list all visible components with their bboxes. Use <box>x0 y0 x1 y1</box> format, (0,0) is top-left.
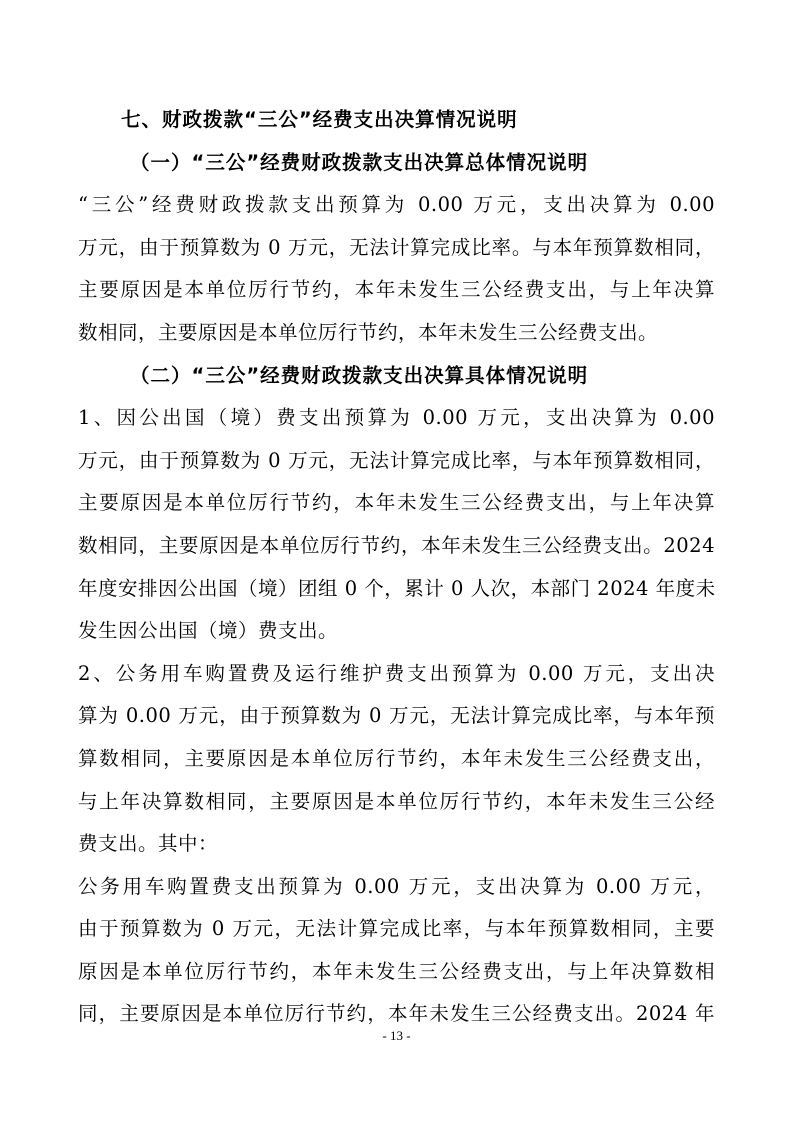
paragraph-line: 算为 0.00 万元，由于预算数为 0 万元，无法计算完成比率，与本年预 <box>78 704 715 728</box>
paragraph-line: 1、因公出国（境）费支出预算为 0.00 万元，支出决算为 0.00 <box>78 406 715 430</box>
paragraph-line: 发生因公出国（境）费支出。 <box>78 619 339 643</box>
paragraph-line: 原因是本单位厉行节约，本年未发生三公经费支出，与上年决算数相 <box>78 959 715 983</box>
paragraph-line: 主要原因是本单位厉行节约，本年未发生三公经费支出，与上年决算 <box>78 278 715 302</box>
paragraph-line: 2、公务用车购置费及运行维护费支出预算为 0.00 万元，支出决 <box>78 661 715 685</box>
document-body <box>78 99 715 1036</box>
page-number: - 13 - <box>382 1028 411 1043</box>
section-title: 七、财政拨款“三公”经费支出决算情况说明 <box>121 108 518 131</box>
paragraph-line: 数相同，主要原因是本单位厉行节约，本年未发生三公经费支出。2024 <box>78 533 715 557</box>
subsection-2-title: （二）“三公”经费财政拨款支出决算具体情况说明 <box>130 363 589 387</box>
paragraph-line: 年度安排因公出国（境）团组 0 个，累计 0 人次，本部门 2024 年度未 <box>78 576 716 600</box>
paragraph-line: 同，主要原因是本单位厉行节约，本年未发生三公经费支出。2024 年 <box>78 1002 715 1026</box>
paragraph-line: 由于预算数为 0 万元，无法计算完成比率，与本年预算数相同，主要 <box>78 917 715 941</box>
subsection-1-title: （一）“三公”经费财政拨款支出决算总体情况说明 <box>130 150 589 174</box>
paragraph-line: 主要原因是本单位厉行节约，本年未发生三公经费支出，与上年决算 <box>78 491 715 515</box>
paragraph-line: 数相同，主要原因是本单位厉行节约，本年未发生三公经费支出。 <box>78 320 659 344</box>
paragraph-line: 万元，由于预算数为 0 万元，无法计算完成比率。与本年预算数相同， <box>78 235 715 259</box>
paragraph-line: 算数相同，主要原因是本单位厉行节约，本年未发生三公经费支出， <box>78 746 715 770</box>
paragraph-line: 与上年决算数相同，主要原因是本单位厉行节约，本年未发生三公经 <box>78 789 715 813</box>
paragraph-line: 万元，由于预算数为 0 万元，无法计算完成比率，与本年预算数相同， <box>78 448 715 472</box>
paragraph-line: “三公”经费财政拨款支出预算为 0.00 万元，支出决算为 0.00 <box>78 193 715 217</box>
paragraph-line: 费支出。其中： <box>78 832 219 856</box>
paragraph-line: 公务用车购置费支出预算为 0.00 万元，支出决算为 0.00 万元， <box>78 874 715 898</box>
